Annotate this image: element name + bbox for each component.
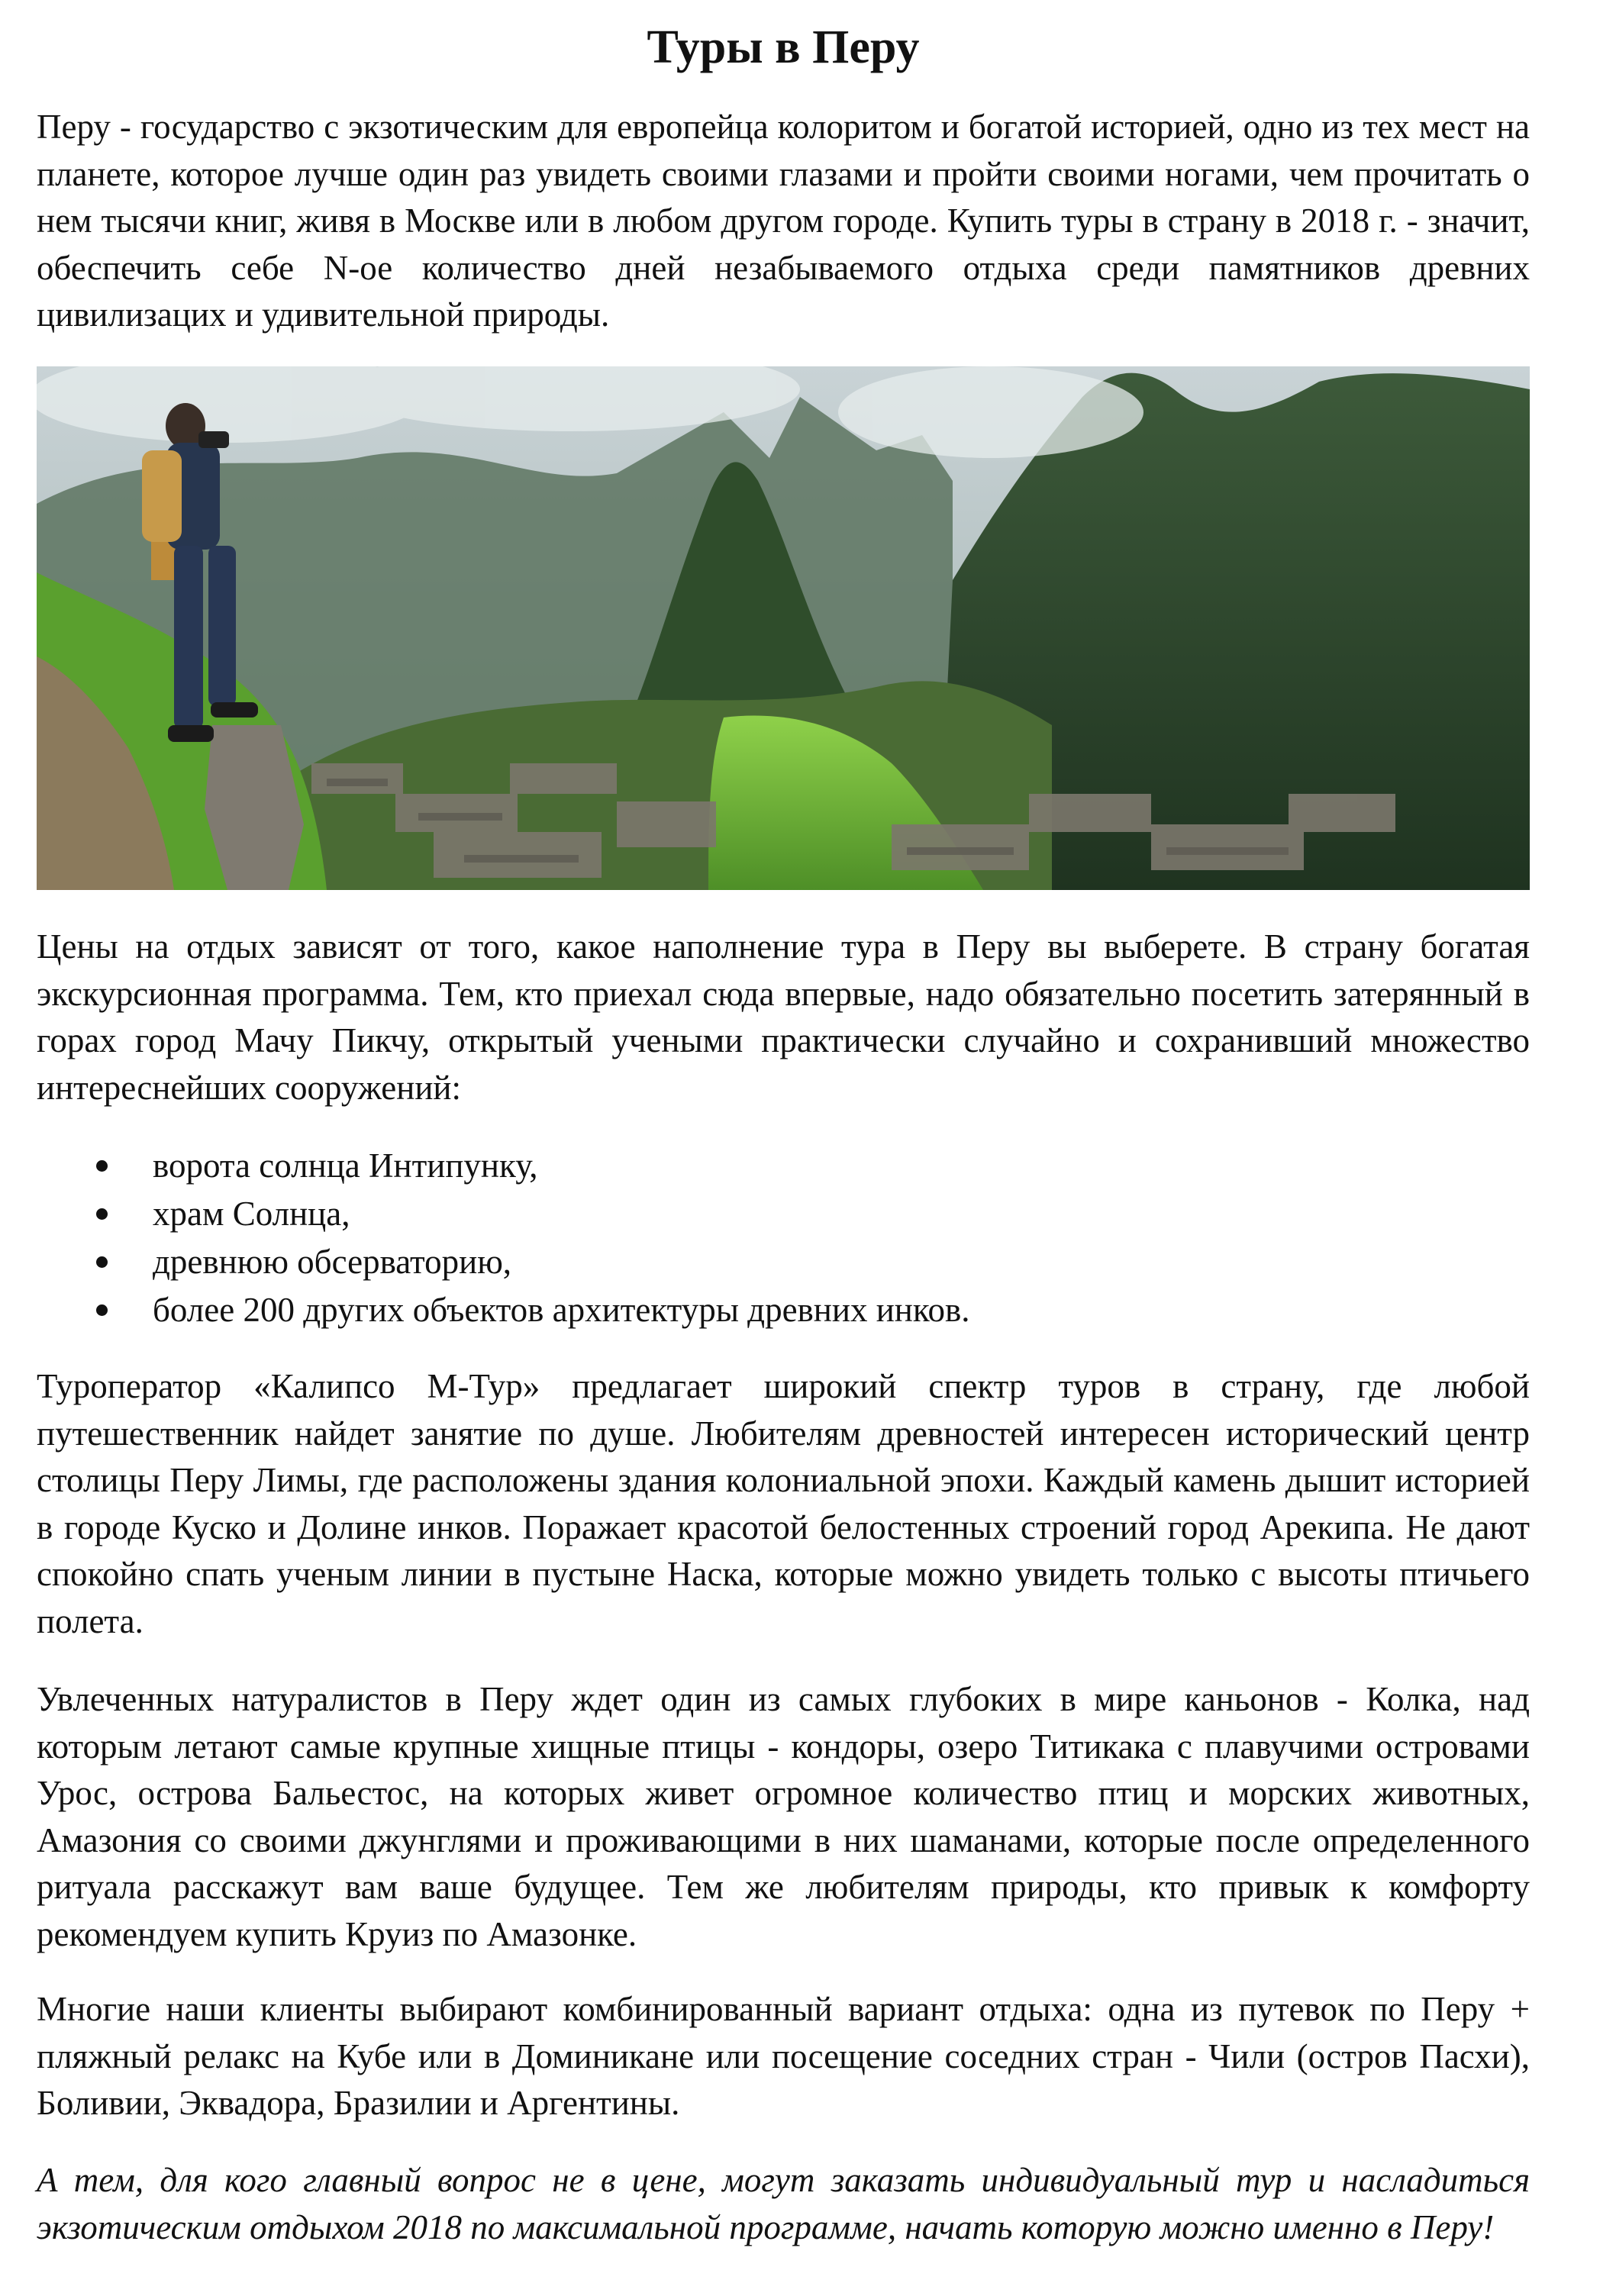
attractions-list <box>37 1142 969 1334</box>
list-item: храм Солнца, <box>37 1190 969 1238</box>
operator-paragraph: Туроператор «Калипсо М-Тур» предлагает широкий спектр туров в страну, где любой путешественник найдет занятие по душе. Любителям древностей интересен исторический центр столицы Перу Лимы, где расположены здания колониальной эпохи. Каждый камень дышит историей в городе Куско и Долине инков. Поражает красотой белостенных строений город Арекипа. Не дают спокойно спать ученым линии в пустыне Наска, которые можно увидеть только с высоты птичьего полета. <box>37 1367 1530 1640</box>
combined-paragraph: Многие наши клиенты выбирают комбинированный вариант отдыха: одна из путевок по Перу + пляжный релакс на Кубе или в Доминикане или посещение соседних стран - Чили (остров Пасхи), Боливии, Эквадора, Бразилии и Аргентины. <box>37 1990 1530 2123</box>
bullet-icon <box>96 1304 108 1316</box>
bullet-icon <box>96 1160 108 1172</box>
list-item: ворота солнца Интипунку, <box>37 1142 969 1190</box>
bullet-icon <box>96 1208 108 1220</box>
machu-picchu-photo <box>37 366 1530 890</box>
prices-paragraph: Цены на отдых зависят от того, какое наполнение тура в Перу вы выберете. В страну богатая экскурсионная программа. Тем, кто приехал сюда впервые, надо обязательно посетить затерянный в горах город Мачу Пикчу, открытый учеными практически случайно и сохранивший множество интереснейших сооружений: <box>37 927 1530 1107</box>
intro-paragraph: Перу - государство с экзотическим для европейца колоритом и богатой историей, одно из тех мест на планете, которое лучше один раз увидеть своими глазами и пройти своими ногами, чем прочитать о нем тысячи книг, живя в Москве или в любом другом городе. Купить туры в страну в 2018 г. - значит, обеспечить себе N-ое количество дней незабываемого отдыха среди памятников древних цивилизацих и удивительной природы. <box>37 108 1530 334</box>
list-item: древнюю обсерваторию, <box>37 1238 969 1286</box>
list-item: более 200 других объектов архитектуры древних инков. <box>37 1286 969 1334</box>
bullet-icon <box>96 1256 108 1268</box>
naturalists-paragraph: Увлеченных натуралистов в Перу ждет один из самых глубоких в мире каньонов - Колка, над которым летают самые крупные хищные птицы - кондоры, озеро Титикака с плавучими островами Урос, острова Бальестос, на которых живет огромное количество птиц и морских животных, Амазония со своими джунглями и проживающими в них шаманами, которые после определенного ритуала расскажут вам ваше будущее. Тем же любителям природы, кто привык к комфорту рекомендуем купить Круиз по Амазонке. <box>37 1680 1530 1953</box>
closing-paragraph: А тем, для кого главный вопрос не в цене, могут заказать индивидуальный тур и насладиться экзотическим отдыхом 2018 по максимальной программе, начать которую можно именно в Перу! <box>37 2161 1530 2246</box>
page-title: Туры в Перу <box>647 21 920 73</box>
